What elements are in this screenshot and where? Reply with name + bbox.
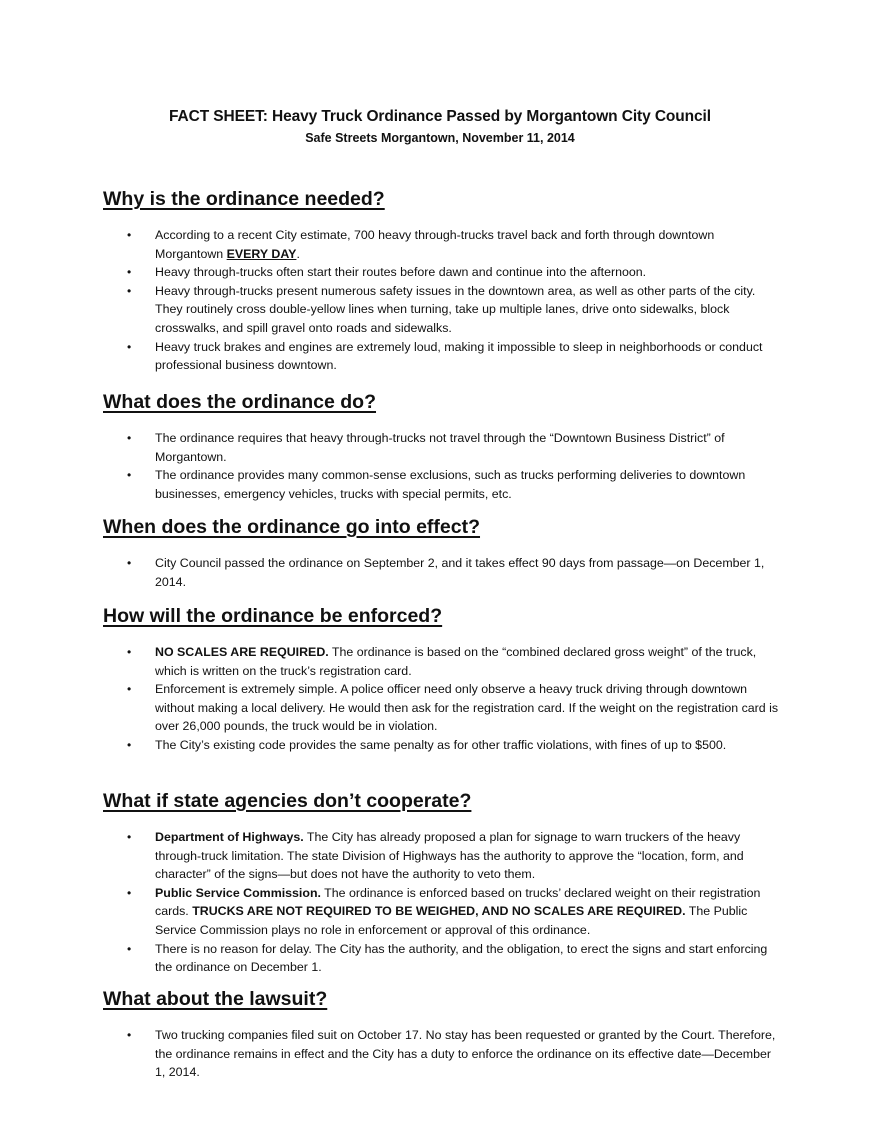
bullet-icon: •	[127, 431, 132, 445]
bullet-icon: •	[127, 737, 132, 752]
section-heading: When does the ordinance go into effect?	[103, 516, 481, 538]
section-state-agencies	[103, 789, 783, 977]
bullet-item: • There is no reason for delay. The City has the authority, and the obligation, to erect the signs and start enforcing the ordinance on December 1.	[127, 941, 768, 975]
section-lawsuit	[103, 987, 783, 1082]
section-enforcement	[103, 604, 783, 755]
bullet-item: • Heavy truck brakes and engines are extremely loud, making it impossible to sleep in neighborhoods or conduct professional business downtown.	[127, 339, 763, 373]
bullet-item: • According to a recent City estimate, 700 heavy through-trucks travel back and forth through downtown Morgantown EVERY DAY.	[127, 228, 715, 261]
section-heading: Why is the ordinance needed?	[103, 188, 385, 210]
section-heading: How will the ordinance be enforced?	[103, 605, 443, 627]
page-subtitle: Safe Streets Morgantown, November 11, 2014	[305, 131, 575, 145]
section-why-needed	[103, 187, 783, 375]
section-effective-date	[103, 515, 783, 591]
bullet-icon: •	[127, 468, 132, 483]
bullet-icon: •	[127, 645, 132, 659]
section-what-it-does	[103, 390, 783, 503]
page-title: FACT SHEET: Heavy Truck Ordinance Passed by Morgantown City Council	[169, 108, 711, 125]
bullet-icon: •	[127, 265, 132, 280]
bullet-item: • City Council passed the ordinance on September 2, and it takes effect 90 days from passage—on December 1, 2014.	[127, 556, 765, 589]
bullet-item: • Heavy through-trucks present numerous safety issues in the downtown area, as well as other parts of the city. They routinely cross double-yellow lines when turning, take up multiple lanes, drive onto sidewalks, block crosswalks, and spill gravel onto roads and sidewalks.	[127, 283, 756, 335]
bullet-item: • NO SCALES ARE REQUIRED. The ordinance is based on the “combined declared gross weight” of the truck, which is written on the truck’s registration card.	[127, 645, 757, 678]
bullet-item: • Enforcement is extremely simple. A police officer need only observe a heavy truck driving through downtown without making a local delivery. He would then ask for the registration card. If the weight on the registration card is over 26,000 pounds, the truck would be in violation.	[127, 682, 779, 734]
bullet-icon: •	[127, 556, 132, 570]
bullet-item: • The ordinance requires that heavy through-trucks not travel through the “Downtown Business District” of Morgantown.	[127, 431, 725, 464]
bullet-item: • Department of Highways. The City has already proposed a plan for signage to warn truckers of the heavy through-truck limitation. The state Division of Highways has the authority to approve the “location, form, and character” of the signs—but does not have the authority to veto them.	[127, 830, 744, 882]
bullet-icon: •	[127, 830, 132, 844]
bullet-icon: •	[127, 941, 132, 956]
bullet-item: • Two trucking companies filed suit on October 17. No stay has been requested or granted by the Court. Therefore, the ordinance remains in effect and the City has a duty to enforce the ordinance on its effective date—December 1, 2014.	[127, 1028, 776, 1080]
bullet-icon: •	[127, 1028, 132, 1042]
bullet-icon: •	[127, 228, 132, 242]
bullet-item: • The ordinance provides many common-sense exclusions, such as trucks performing deliveries to downtown businesses, emergency vehicles, trucks with special permits, etc.	[127, 468, 746, 501]
section-heading: What if state agencies don’t cooperate?	[103, 790, 472, 812]
bullet-icon: •	[127, 682, 132, 697]
bullet-item: • Public Service Commission. The ordinance is enforced based on trucks’ declared weight on their registration cards. TRUCKS ARE NOT REQUIRED TO BE WEIGHED, AND NO SCALES ARE REQUIRED. The Public Service Commission plays no role in enforcement or approval of this ordinance.	[127, 885, 761, 937]
bullet-item: • Heavy through-trucks often start their routes before dawn and continue into the afternoon.	[103, 263, 783, 282]
section-heading: What about the lawsuit?	[103, 988, 328, 1010]
bullet-icon: •	[127, 885, 132, 900]
section-heading: What does the ordinance do?	[103, 391, 377, 413]
bullet-item: • The City’s existing code provides the same penalty as for other traffic violations, with fines of up to $500.	[103, 736, 783, 755]
bullet-icon: •	[127, 283, 132, 298]
bullet-icon: •	[127, 339, 132, 354]
